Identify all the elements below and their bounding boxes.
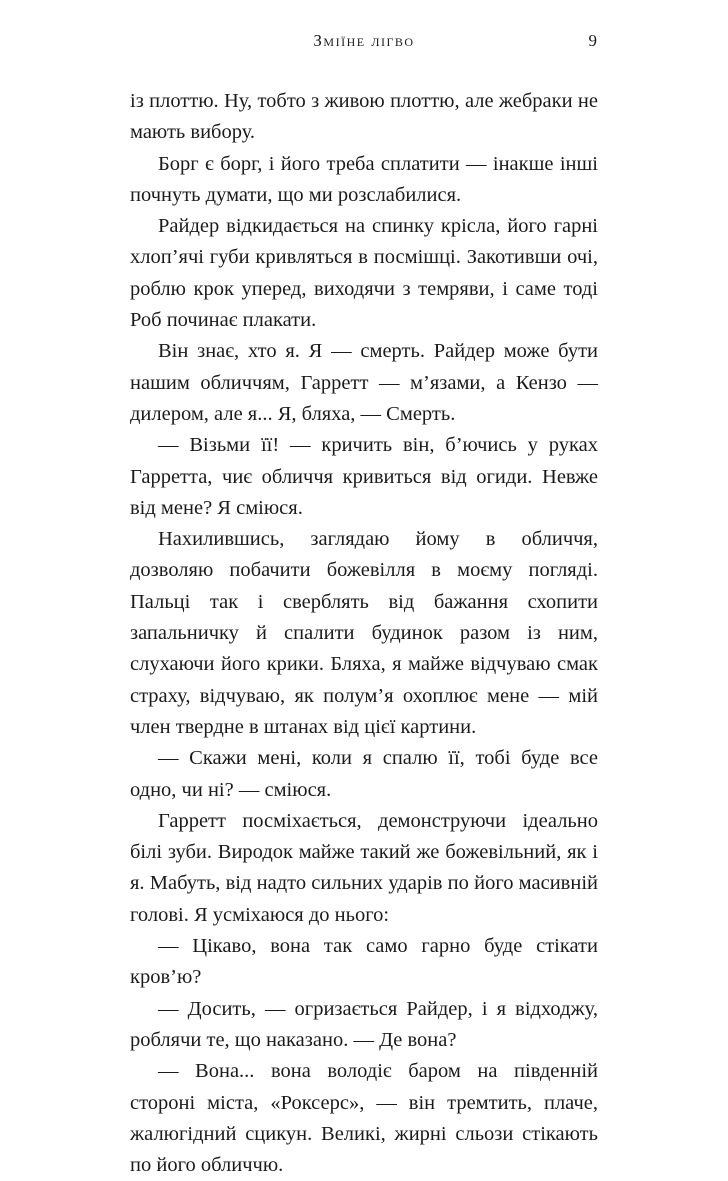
- body-text: [130, 86, 598, 1181]
- paragraph: — Візьми її! — кричить він, б’ючись у руках Гарретта, чиє обличчя кривиться від огиди. Невже від мене? Я сміюся.: [130, 434, 598, 519]
- paragraph: — Скажи мені, коли я спалю її, тобі буде все одно, чи ні? — сміюся.: [130, 747, 598, 801]
- paragraph: — Вона... вона володіє баром на південній стороні міста, «Роксерс», — він тремтить, плаче, жалюгідний сцикун. Великі, жирні сльози стікають по його обличчю.: [130, 1060, 598, 1177]
- paragraph: Борг є борг, і його треба сплатити — інакше інші почнуть думати, що ми розслабилися.: [130, 152, 598, 206]
- paragraph: Гарретт посміхається, демонструючи ідеально білі зуби. Виродок майже такий же божевільний, як і я. Мабуть, від надто сильних ударів по його масивній голові. Я усміхаюся до нього:: [130, 809, 598, 926]
- paragraph: — Цікаво, вона так само гарно буде стікати кров’ю?: [130, 935, 598, 989]
- running-head: [0, 31, 728, 55]
- paragraph: із плоттю. Ну, тобто з живою плоттю, але жебраки не мають вибору.: [130, 90, 598, 144]
- running-title: Зміїне лігво: [313, 31, 415, 50]
- paragraph: Нахилившись, заглядаю йому в обличчя, дозволяю побачити божевілля в моєму погляді. Пальці так і сверблять від бажання схопити запальничку й спалити будинок разом із ним, слухаючи його крики. Бляха, я майже відчуваю смак страху, відчуваю, як полум’я охоплює мене — мій член твердне в штанах від цієї картини.: [130, 528, 598, 738]
- paragraph: Райдер відкидається на спинку крісла, його гарні хлоп’ячі губи кривляться в посмішці. Закотивши очі, роблю крок уперед, виходячи з темряви, і саме тоді Роб починає плакати.: [130, 215, 598, 332]
- paragraph: Він знає, хто я. Я — смерть. Райдер може бути нашим обличчям, Гарретт — м’язами, а Кензо — дилером, але я... Я, бляха, — Смерть.: [130, 340, 598, 425]
- page-number: 9: [588, 31, 597, 50]
- paragraph: — Досить, — огризається Райдер, і я відходжу, роблячи те, що наказано. — Де вона?: [130, 997, 598, 1051]
